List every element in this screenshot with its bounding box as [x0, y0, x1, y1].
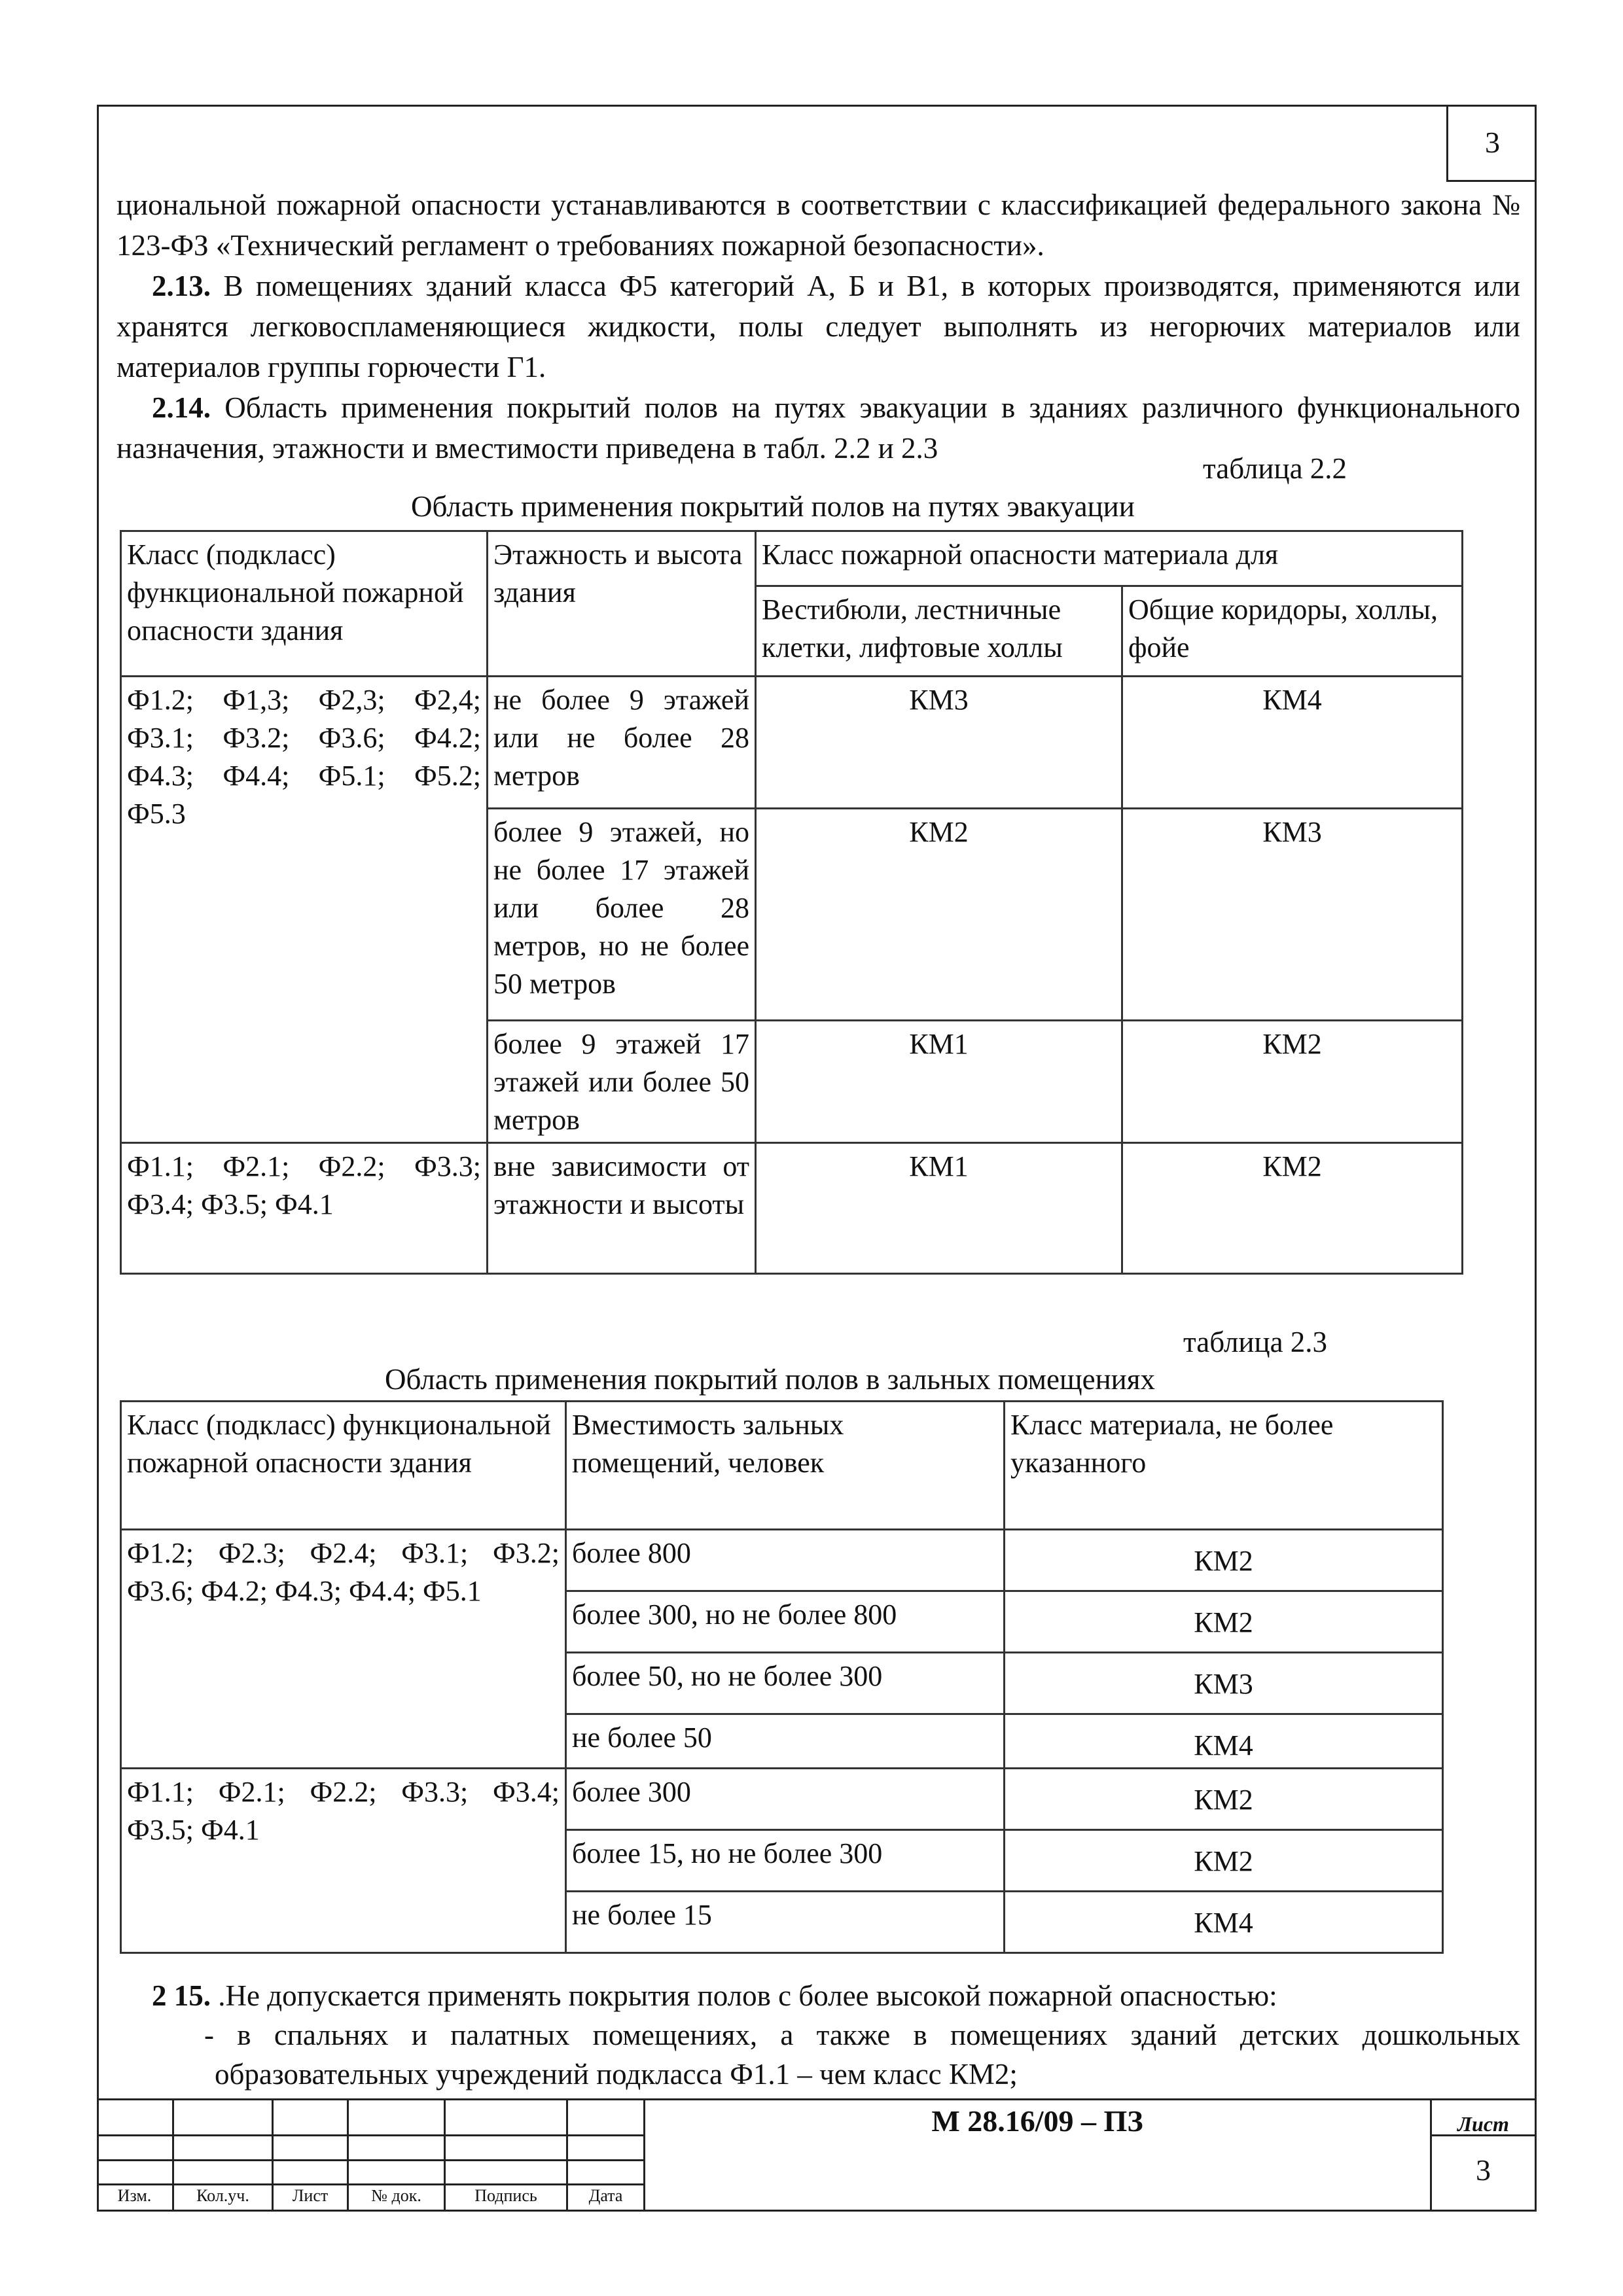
table-2-3 — [120, 1400, 1444, 1954]
class-group-1: Ф1.2; Ф2.3; Ф2.4; Ф3.1; Ф3.2; Ф3.6; Ф4.2; Ф4.3; Ф4.4; Ф5.1 — [121, 1530, 566, 1769]
floors-cell: вне зависимости от этажности и высоты — [488, 1143, 756, 1274]
stamp-kol: Кол.уч. — [196, 2186, 249, 2205]
clause-number: 2.13. — [152, 270, 211, 302]
header-vestibule: Вестибюли, лестничные клетки, лифтовые холлы — [756, 586, 1122, 677]
body-text — [116, 185, 1520, 468]
header-capacity: Вместимость зальных помещений, человек — [566, 1402, 1005, 1530]
km-cell: КМ3 — [1122, 809, 1463, 1021]
paragraph-2-13 — [116, 266, 1520, 387]
class-group-2: Ф1.1; Ф2.1; Ф2.2; Ф3.3; Ф3.4; Ф3.5; Ф4.1 — [121, 1769, 566, 1953]
header-material: Класс пожарной опасности материала для — [756, 531, 1463, 586]
table-2-2-label: таблица 2.2 — [1203, 452, 1347, 485]
stamp-data: Дата — [588, 2186, 623, 2205]
paragraph-continuation: циональной пожарной опасности устанавливаются в соответствии с классификацией федерального закона № 123-ФЗ «Технический регламент о требованиях пожарной безопасности». — [116, 188, 1520, 262]
capacity-cell: более 50, но не более 300 — [566, 1653, 1005, 1714]
km-cell: КМ1 — [756, 1021, 1122, 1143]
capacity-cell: более 300, но не более 800 — [566, 1591, 1005, 1653]
km-cell: КМ4 — [1005, 1892, 1443, 1953]
km-cell: КМ3 — [1005, 1653, 1443, 1714]
page-number: 3 — [1485, 126, 1500, 159]
km-cell: КМ2 — [1005, 1530, 1443, 1591]
header-material: Класс материала, не более указанного — [1005, 1402, 1443, 1530]
stamp-list: Лист — [292, 2186, 329, 2205]
capacity-cell: более 800 — [566, 1530, 1005, 1591]
km-cell: КМ2 — [1122, 1021, 1463, 1143]
floors-cell: более 9 этажей 17 этажей или более 50 метров — [488, 1021, 756, 1143]
km-cell: КМ2 — [1005, 1769, 1443, 1830]
sheet-label: Лист — [1457, 2112, 1509, 2136]
km-cell: КМ2 — [1122, 1143, 1463, 1274]
sheet-number: 3 — [1476, 2153, 1491, 2187]
km-cell: КМ2 — [756, 809, 1122, 1021]
table-2-2 — [120, 530, 1463, 1275]
clause-text: .Не допускается применять покрытия полов с более высокой пожарной опасностью: — [211, 1979, 1277, 2012]
capacity-cell: более 300 — [566, 1769, 1005, 1830]
km-cell: КМ2 — [1005, 1591, 1443, 1653]
km-cell: КМ4 — [1005, 1714, 1443, 1769]
capacity-cell: не более 50 — [566, 1714, 1005, 1769]
header-floors: Этажность и высота здания — [488, 531, 756, 677]
list-item: - в спальнях и палатных помещениях, а также в помещениях зданий детских дошкольных образовательных учреждений подкласса Ф1.1 – чем класс КМ2; — [204, 2019, 1520, 2091]
km-cell: КМ1 — [756, 1143, 1122, 1274]
capacity-cell: не более 15 — [566, 1892, 1005, 1953]
km-cell: КМ3 — [756, 677, 1122, 809]
km-cell: КМ4 — [1122, 677, 1463, 809]
after-tables-text — [116, 1976, 1520, 2094]
page-number-box — [1446, 105, 1537, 182]
table-2-3-title: Область применения покрытий полов в зальных помещениях — [385, 1363, 1155, 1396]
clause-number: 2 15. — [152, 1979, 211, 2012]
clause-text: В помещениях зданий класса Ф5 категорий А, Б и В1, в которых производятся, применяются или хранятся легковоспламеняющиеся жидкости, полы следует выполнять из негорючих материалов или материалов группы горючести Г1. — [116, 270, 1520, 383]
clause-text: Область применения покрытий полов на путях эвакуации в зданиях различного функционального назначения, этажности и вместимости приведена в табл. 2.2 и 2.3 — [116, 391, 1520, 465]
document-code: М 28.16/09 – ПЗ — [931, 2104, 1143, 2138]
class-group-1: Ф1.2; Ф1,3; Ф2,3; Ф2,4; Ф3.1; Ф3.2; Ф3.6; Ф4.2; Ф4.3; Ф4.4; Ф5.1; Ф5.2; Ф5.3 — [121, 677, 488, 1143]
header-class: Класс (подкласс) функциональной пожарной опасности здания — [121, 531, 488, 677]
floors-cell: более 9 этажей, но не более 17 этажей или более 28 метров, но не более 50 метров — [488, 809, 756, 1021]
stamp-podpis: Подпись — [474, 2186, 537, 2205]
stamp-ndoc: № док. — [371, 2186, 421, 2205]
stamp-izm: Изм. — [117, 2186, 152, 2205]
clause-number: 2.14. — [152, 391, 211, 424]
paragraph-2-15 — [116, 1976, 1520, 2015]
table-2-3-label: таблица 2.3 — [1183, 1326, 1328, 1358]
header-class: Класс (подкласс) функциональной пожарной опасности здания — [121, 1402, 566, 1530]
km-cell: КМ2 — [1005, 1830, 1443, 1892]
floors-cell: не более 9 этажей или не более 28 метров — [488, 677, 756, 809]
class-group-2: Ф1.1; Ф2.1; Ф2.2; Ф3.3; Ф3.4; Ф3.5; Ф4.1 — [121, 1143, 488, 1274]
header-corridor: Общие коридоры, холлы, фойе — [1122, 586, 1463, 677]
capacity-cell: более 15, но не более 300 — [566, 1830, 1005, 1892]
table-2-2-title: Область применения покрытий полов на путях эвакуации — [411, 490, 1135, 523]
